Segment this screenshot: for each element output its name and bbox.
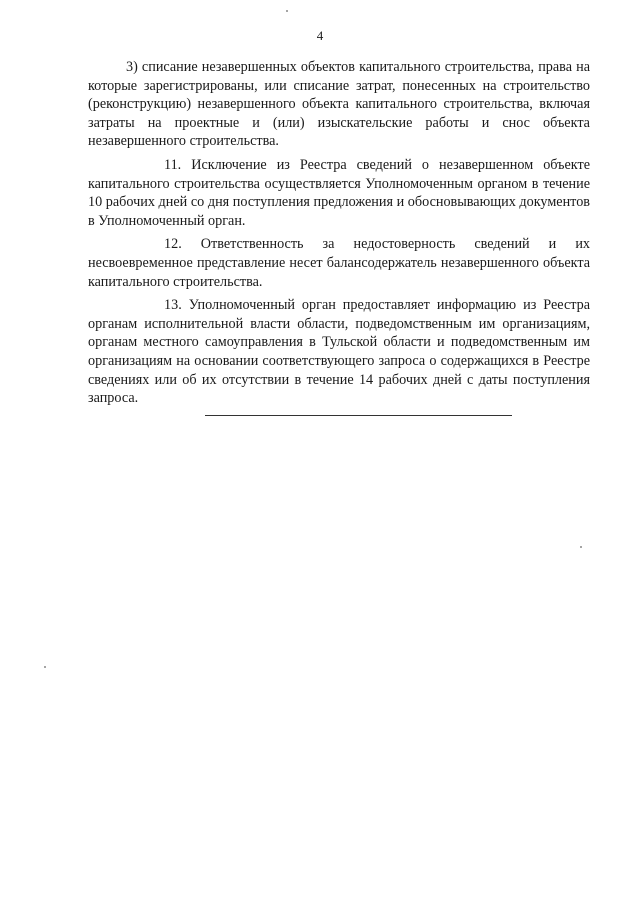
page-number: 4 (316, 28, 324, 43)
paragraph-text: Ответственность за недостоверность сведений и их несвоевременное представление несет балансодержатель незавершенного объекта капитального строительства. (88, 236, 591, 290)
end-of-document-rule (205, 415, 512, 416)
paragraph-number: 11. (164, 156, 182, 173)
scan-speck (286, 10, 288, 12)
paragraph-number: 13. (164, 297, 182, 314)
scan-speck (44, 666, 46, 668)
paragraph-12 (88, 235, 590, 291)
paragraph-13 (88, 296, 590, 408)
document-body (88, 58, 590, 413)
paragraph-subitem-3 (88, 58, 590, 151)
paragraph-text: 3) списание незавершенных объектов капитального строительства, права на которые зарегистрированы, или списание затрат, понесенных на строительство (реконструкцию) незавершенного объекта капитального строительства, включая затраты на проектные и (или) изыскательские работы и снос объекта незавершенного строительства. (88, 59, 590, 150)
paragraph-text: Исключение из Реестра сведений о незавершенном объекте капитального строительства осуществляется Уполномоченным органом в течение 10 рабочих дней со дня поступления предложения и обосновывающих документов в Уполномоченный орган. (88, 156, 590, 229)
scan-speck (580, 546, 582, 548)
paragraph-11 (88, 156, 590, 230)
paragraph-text: Уполномоченный орган предоставляет информацию из Реестра органам исполнительной власти области, подведомственным им организациям, органам местного самоуправления в Тульской области и подведомственным им организациям на основании соответствующего запроса о содержащихся в Реестре сведениях или об их отсутствии в течение 14 рабочих дней с даты поступления запроса. (88, 297, 591, 407)
paragraph-number: 12. (164, 236, 182, 253)
